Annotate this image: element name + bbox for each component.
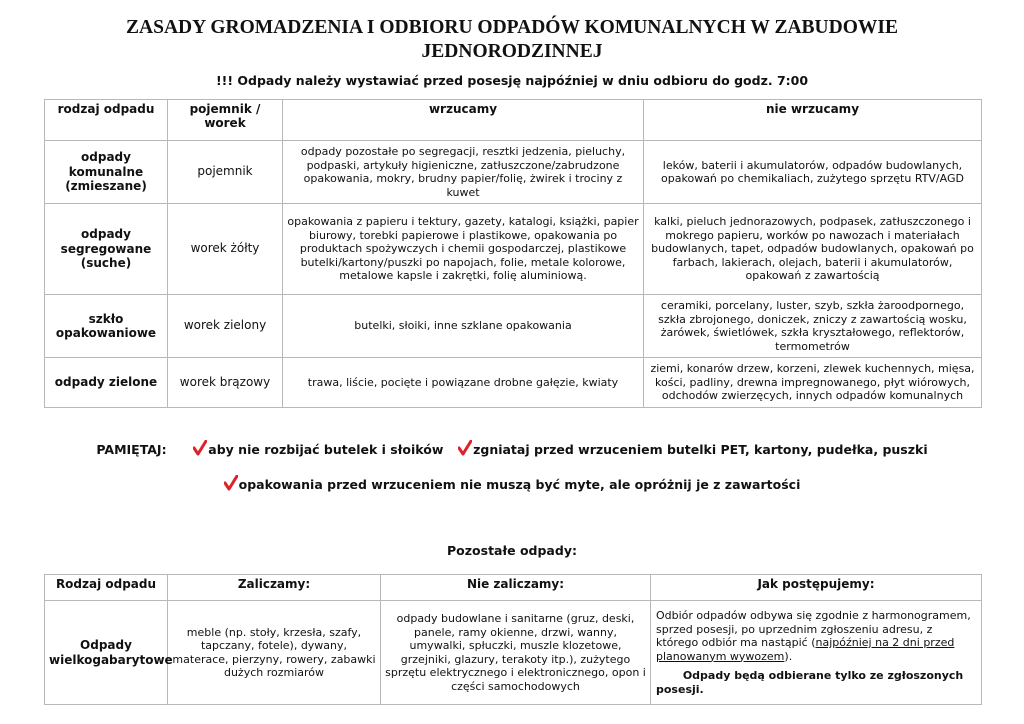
- header-allowed: wrzucamy: [283, 100, 644, 141]
- page-title: [0, 16, 1024, 64]
- container: worek zielony: [168, 295, 283, 358]
- header-procedure: Jak postępujemy:: [651, 575, 982, 601]
- procedure: [651, 601, 982, 705]
- not-allowed-items: kalki, pieluch jednorazowych, podpasek, zatłuszczonego i mokrego papieru, worków po nawozach i materiałach budowlanych, tapet, odpadów budowlanych, opakowań po farbach, lakierach, olejach, baterii i akumulatorów, opakowań z zawartością: [644, 204, 982, 295]
- table-header-row: [45, 575, 982, 601]
- allowed-items: trawa, liście, pocięte i powiązane drobne gałęzie, kwiaty: [283, 358, 644, 408]
- included-items: meble (np. stoły, krzesła, szafy, tapczany, fotele), dywany, materace, pierzyny, rowery, zabawki dużych rozmiarów: [168, 601, 381, 705]
- table-row: [45, 358, 982, 408]
- bulky-waste-table: [44, 574, 982, 705]
- header-include: Zaliczamy:: [168, 575, 381, 601]
- red-check-icon: [193, 440, 207, 456]
- other-waste-heading: Pozostałe odpady:: [447, 543, 577, 558]
- red-check-icon: [458, 440, 472, 456]
- container: worek żółty: [168, 204, 283, 295]
- header-not-allowed: nie wrzucamy: [644, 100, 982, 141]
- container: worek brązowy: [168, 358, 283, 408]
- table-row: [45, 204, 982, 295]
- waste-type: odpady segregowane (suche): [45, 204, 168, 295]
- remember-tip-2: zgniataj przed wrzuceniem butelki PET, kartony, pudełka, puszki: [473, 442, 928, 457]
- remember-tip-1: aby nie rozbijać butelek i słoików: [208, 442, 444, 457]
- container: pojemnik: [168, 141, 283, 204]
- excluded-items: odpady budowlane i sanitarne (gruz, deski, panele, ramy okienne, drzwi, wanny, umywalki, spłuczki, muszle klozetowe, grzejniki, glazury, terakoty itp.), zużytego sprzętu elektrycznego i elektronicznego, opon i części samochodowych: [381, 601, 651, 705]
- remember-line: [0, 440, 1024, 457]
- allowed-items: butelki, słoiki, inne szklane opakowania: [283, 295, 644, 358]
- header-waste-type: rodzaj odpadu: [45, 100, 168, 141]
- waste-sorting-table: [44, 99, 982, 408]
- allowed-items: odpady pozostałe po segregacji, resztki jedzenia, pieluchy, podpaski, artykuły higieniczne, zatłuszczone/zabrudzone opakowania, mokry, brudny papier/folię, żwirek i trociny z kuwet: [283, 141, 644, 204]
- remember-label: PAMIĘTAJ:: [96, 442, 167, 457]
- header-container: pojemnik / worek: [168, 100, 283, 141]
- not-allowed-items: ziemi, konarów drzew, korzeni, zlewek kuchennych, mięsa, kości, padliny, drewna impregnowanego, płyt wiórowych, odchodów zwierzęcych, innych odpadów komunalnych: [644, 358, 982, 408]
- not-allowed-items: ceramiki, porcelany, luster, szyb, szkła żaroodpornego, szkła zbrojonego, doniczek, zniczy z zawartością wosku, żarówek, świetlówek, szkła kryształowego, reflektorów, termometrów: [644, 295, 982, 358]
- page-title-line1: ZASADY GROMADZENIA I ODBIORU ODPADÓW KOMUNALNYCH W ZABUDOWIE: [126, 17, 898, 38]
- header-waste-type: Rodzaj odpadu: [45, 575, 168, 601]
- not-allowed-items: leków, baterii i akumulatorów, odpadów budowlanych, opakowań po chemikaliach, zużytego sprzętu RTV/AGD: [644, 141, 982, 204]
- red-check-icon: [224, 475, 238, 491]
- procedure-note: [656, 669, 977, 696]
- table-row: [45, 601, 982, 705]
- procedure-deadline: najpóźniej na 2 dni przed planowanym wywozem: [656, 636, 955, 663]
- table-header-row: [45, 100, 982, 141]
- header-exclude: Nie zaliczamy:: [381, 575, 651, 601]
- procedure-text: Odbiór odpadów odbywa się zgodnie z harmonogramem, sprzed posesji, po uprzednim zgłoszeniu adresu, z którego odbiór ma nastąpić (: [656, 609, 971, 649]
- waste-type: Odpady wielkogabarytowe: [45, 601, 168, 705]
- waste-type: odpady komunalne (zmieszane): [45, 141, 168, 204]
- procedure-text-end: ).: [784, 649, 793, 663]
- remember-line-2: [0, 475, 1024, 492]
- allowed-items: opakowania z papieru i tektury, gazety, katalogi, książki, papier biurowy, torebki papierowe i plastikowe, opakowania po produktach spożywczych i chemii gospodarczej, plastikowe butelki/kartony/puszki po napojach, folie, metale kolorowe, metalowe kapsle i zakrętki, folię aluminiową.: [283, 204, 644, 295]
- waste-type: odpady zielone: [45, 358, 168, 408]
- table-row: [45, 295, 982, 358]
- page-title-line2: JEDNORODZINNEJ: [421, 41, 603, 62]
- deadline-notice: !!! Odpady należy wystawiać przed posesję najpóźniej w dniu odbioru do godz. 7:00: [215, 73, 809, 88]
- waste-type: szkło opakowaniowe: [45, 295, 168, 358]
- remember-tip-3: opakowania przed wrzuceniem nie muszą być myte, ale opróżnij je z zawartości: [238, 477, 801, 492]
- table-row: [45, 141, 982, 204]
- procedure-note-text: Odpady będą odbierane tylko ze zgłoszonych posesji.: [656, 669, 964, 696]
